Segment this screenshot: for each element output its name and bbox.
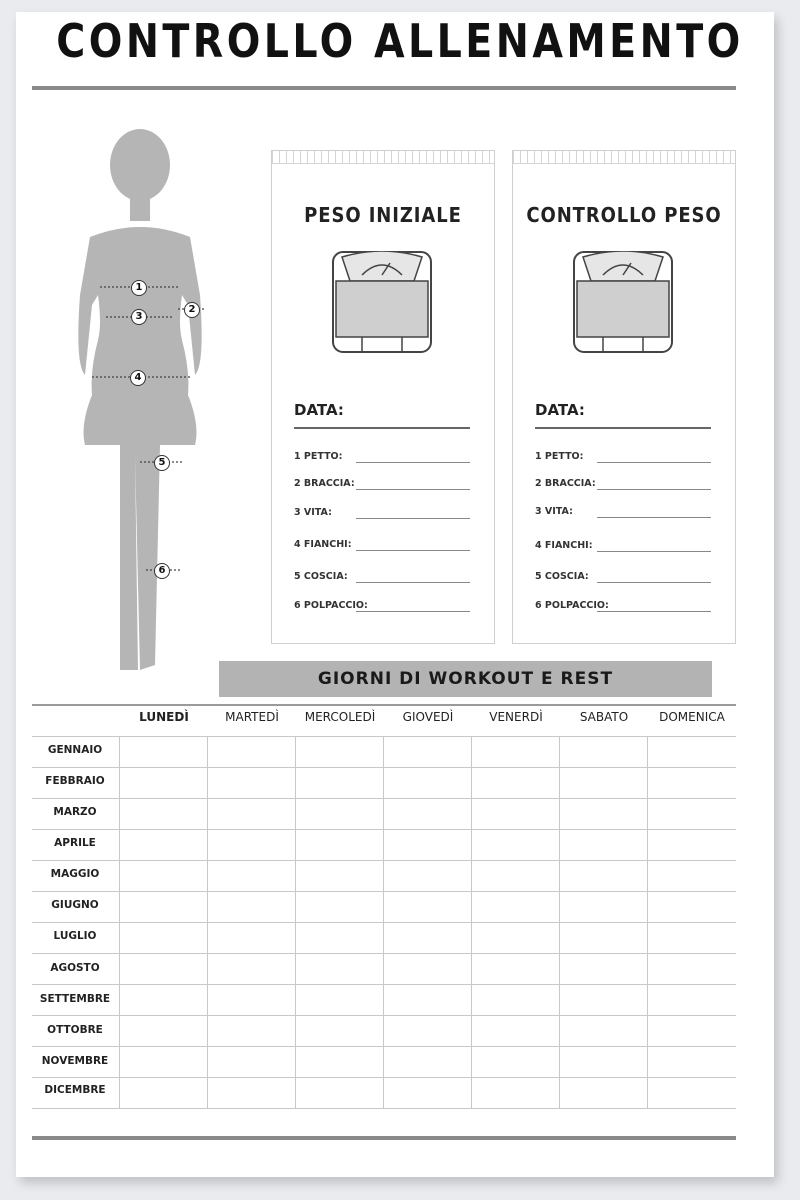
- column-divider: [471, 737, 472, 1109]
- body-silhouette-icon: [60, 125, 230, 680]
- column-divider: [295, 737, 296, 1109]
- column-divider: [383, 737, 384, 1109]
- workout-calendar-table: [32, 704, 736, 1109]
- month-label: DICEMBRE: [44, 1084, 106, 1096]
- bottom-divider: [32, 1136, 736, 1140]
- measure-row-chest: [294, 451, 470, 467]
- row-divider: [32, 829, 736, 830]
- month-label: OTTOBRE: [47, 1024, 103, 1036]
- measure-line[interactable]: [356, 518, 470, 519]
- month-label: GENNAIO: [47, 744, 103, 756]
- marker-2: 2: [184, 302, 200, 318]
- measure-row-calf: [535, 600, 711, 616]
- row-divider: [32, 1015, 736, 1016]
- day-header: DOMENICA: [659, 710, 725, 724]
- measure-row-thigh: [294, 571, 470, 587]
- month-label: SETTEMBRE: [39, 993, 111, 1005]
- column-divider: [119, 737, 120, 1109]
- month-label: AGOSTO: [50, 962, 100, 974]
- month-label: MARZO: [53, 806, 97, 818]
- measure-line[interactable]: [597, 517, 711, 518]
- page-title: CONTROLLO ALLENAMENTO: [56, 14, 744, 68]
- month-label: FEBBRAIO: [45, 775, 105, 787]
- measure-line[interactable]: [356, 582, 470, 583]
- measure-label: 3 VITA:: [294, 507, 332, 518]
- bathroom-scale-icon: [573, 251, 673, 353]
- weight-check-card: [512, 150, 736, 644]
- date-line[interactable]: [535, 427, 711, 429]
- column-divider: [559, 737, 560, 1109]
- marker-1: 1: [131, 280, 147, 296]
- day-header: SABATO: [579, 710, 629, 724]
- measure-label: 1 PETTO:: [535, 451, 584, 462]
- measure-row-arms: [535, 478, 711, 494]
- row-divider: [32, 767, 736, 768]
- measure-row-calf: [294, 600, 470, 616]
- top-divider: [32, 86, 736, 90]
- measure-label: 2 BRACCIA:: [535, 478, 596, 489]
- measure-row-chest: [535, 451, 711, 467]
- measure-line[interactable]: [356, 462, 470, 463]
- month-label: APRILE: [54, 837, 96, 849]
- measure-line[interactable]: [597, 462, 711, 463]
- column-divider: [207, 737, 208, 1109]
- measure-label: 2 BRACCIA:: [294, 478, 355, 489]
- row-divider: [32, 860, 736, 861]
- ruler-strip: [272, 151, 494, 164]
- measure-line[interactable]: [356, 489, 470, 490]
- month-label: NOVEMBRE: [41, 1055, 109, 1067]
- month-label: GIUGNO: [51, 899, 99, 911]
- table-top-rule: [32, 704, 736, 706]
- month-label: MAGGIO: [50, 868, 100, 880]
- measure-label: 4 FIANCHI:: [294, 539, 352, 550]
- marker-6: 6: [154, 563, 170, 579]
- measure-row-thigh: [535, 571, 711, 587]
- day-header: VENERDÌ: [489, 710, 543, 724]
- card-title: CONTROLLO PESO: [526, 203, 722, 227]
- ruler-strip: [513, 151, 735, 164]
- bathroom-scale-icon: [332, 251, 432, 353]
- date-label: DATA:: [535, 401, 585, 419]
- measure-label: 6 POLPACCIO:: [294, 600, 368, 611]
- measure-row-waist: [294, 507, 470, 523]
- month-label: LUGLIO: [53, 930, 97, 942]
- row-divider: [32, 1108, 736, 1109]
- date-label: DATA:: [294, 401, 344, 419]
- measure-row-hips: [294, 539, 470, 555]
- measure-label: 5 COSCIA:: [294, 571, 348, 582]
- measure-label: 4 FIANCHI:: [535, 540, 593, 551]
- measure-row-arms: [294, 478, 470, 494]
- marker-5: 5: [154, 455, 170, 471]
- measure-label: 5 COSCIA:: [535, 571, 589, 582]
- measure-line[interactable]: [597, 489, 711, 490]
- row-divider: [32, 1077, 736, 1078]
- row-divider: [32, 891, 736, 892]
- measure-line[interactable]: [356, 611, 470, 612]
- measure-row-waist: [535, 506, 711, 522]
- initial-weight-card: [271, 150, 495, 644]
- workout-rest-banner: GIORNI DI WORKOUT E REST: [219, 661, 712, 697]
- row-divider: [32, 736, 736, 737]
- measure-line[interactable]: [597, 582, 711, 583]
- marker-3: 3: [131, 309, 147, 325]
- day-header: MERCOLEDÌ: [304, 710, 376, 724]
- row-divider: [32, 1046, 736, 1047]
- measure-label: 6 POLPACCIO:: [535, 600, 609, 611]
- date-line[interactable]: [294, 427, 470, 429]
- measure-line[interactable]: [597, 551, 711, 552]
- row-divider: [32, 984, 736, 985]
- measure-row-hips: [535, 540, 711, 556]
- day-header: MARTEDÌ: [225, 710, 279, 724]
- row-divider: [32, 922, 736, 923]
- card-title: PESO INIZIALE: [304, 203, 462, 227]
- measure-line[interactable]: [597, 611, 711, 612]
- measure-label: 1 PETTO:: [294, 451, 343, 462]
- column-divider: [647, 737, 648, 1109]
- day-header: GIOVEDÌ: [402, 710, 454, 724]
- row-divider: [32, 953, 736, 954]
- row-divider: [32, 798, 736, 799]
- day-header: LUNEDÌ: [139, 710, 189, 724]
- measure-label: 3 VITA:: [535, 506, 573, 517]
- measure-line[interactable]: [356, 550, 470, 551]
- marker-4: 4: [130, 370, 146, 386]
